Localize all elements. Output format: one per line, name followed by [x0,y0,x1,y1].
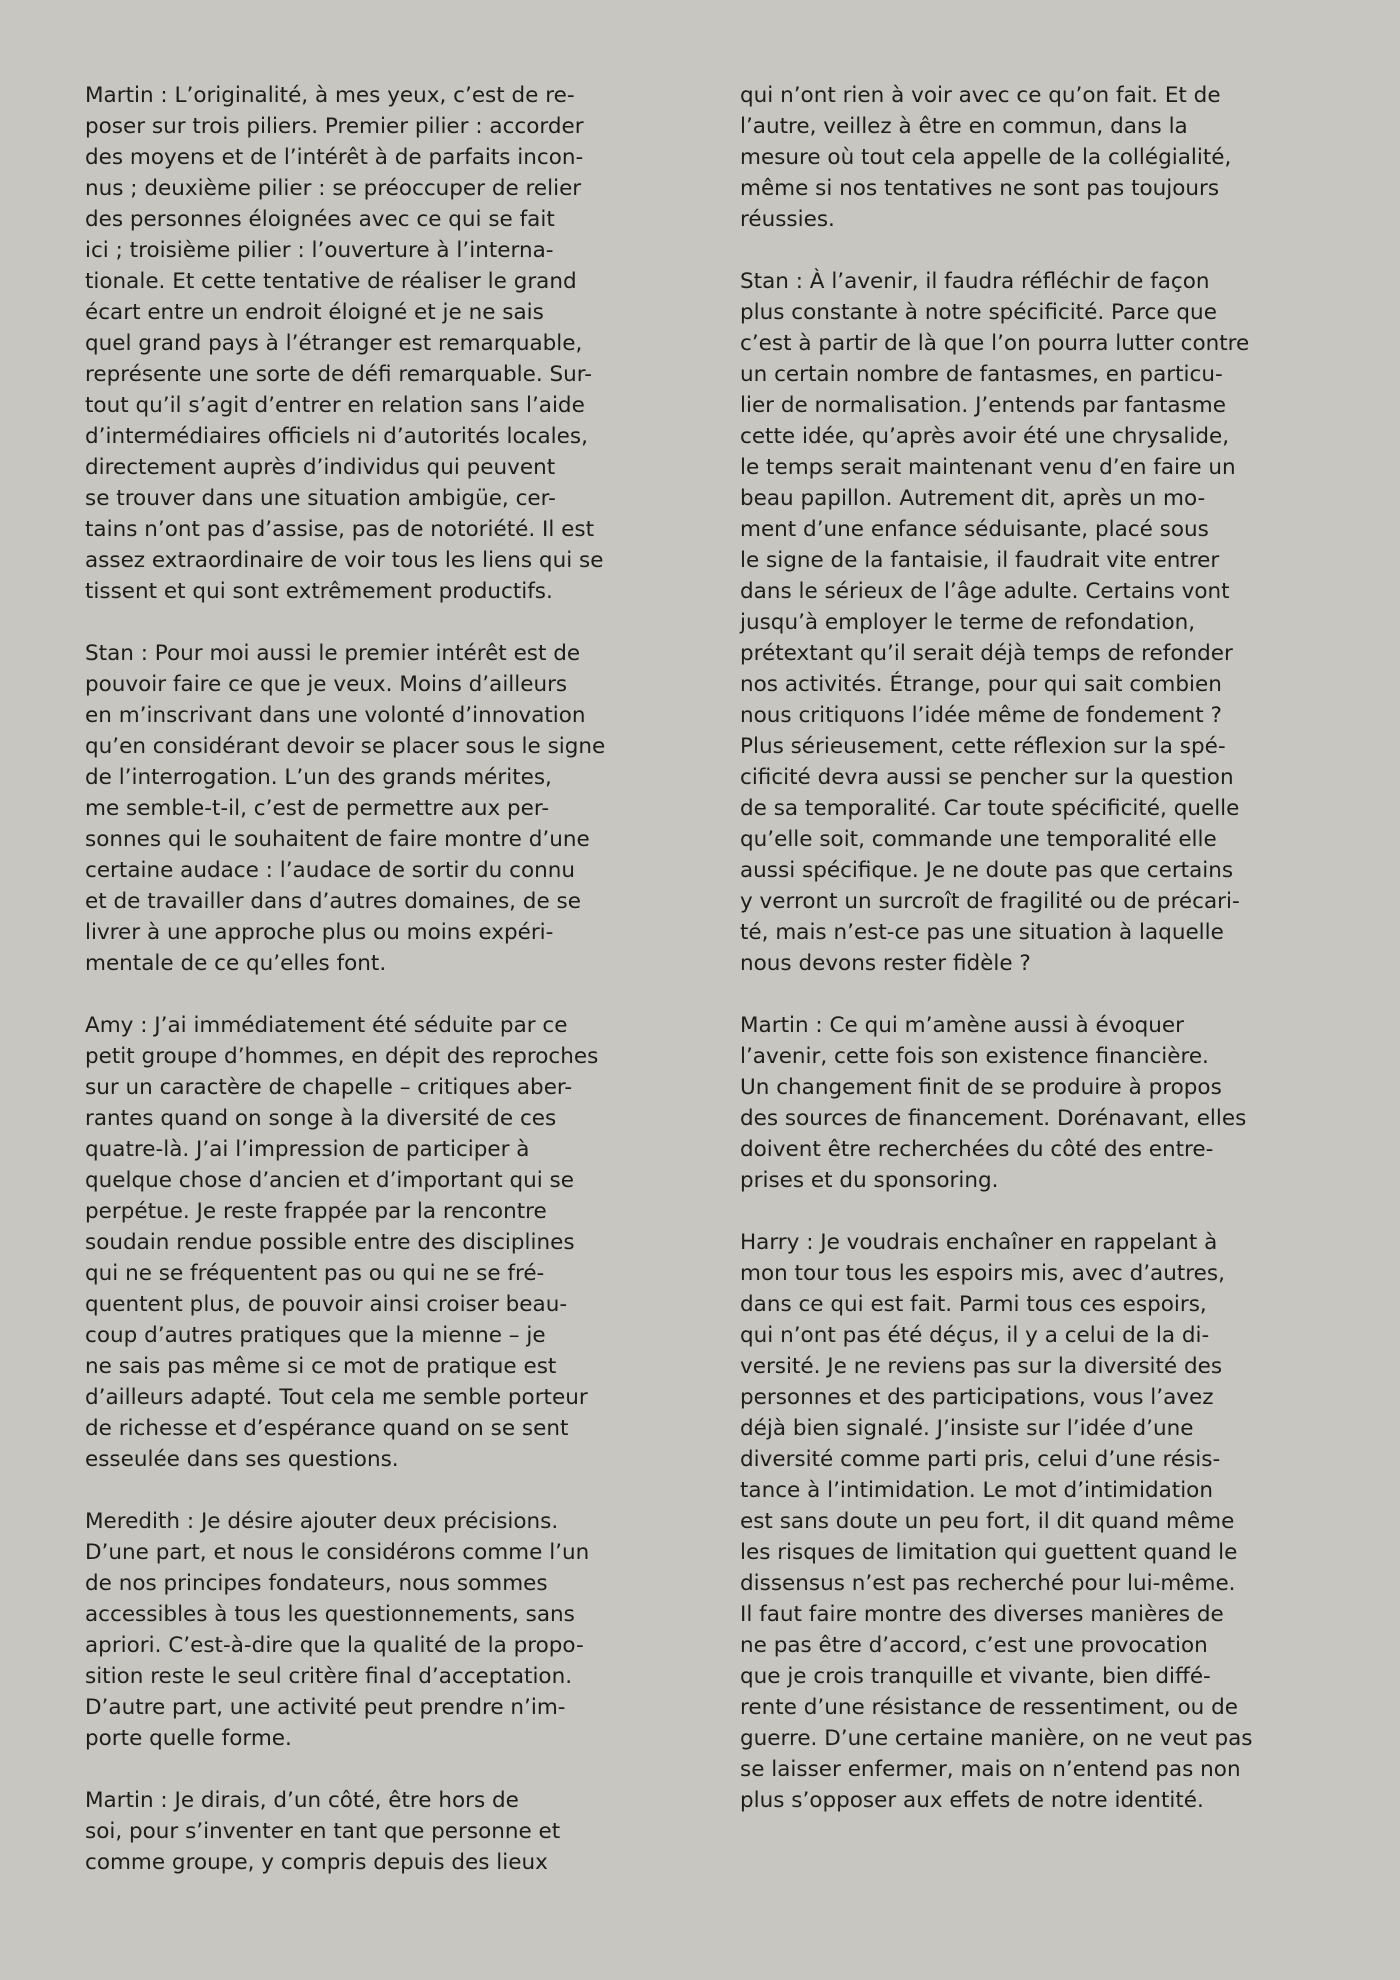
text-line: tout qu’il s’agit d’entrer en relation sans l’aide [85,393,585,418]
text-line: me semble-t-il, c’est de permettre aux per- [85,796,550,821]
text-line: nos activités. Étrange, pour qui sait combien [740,672,1222,697]
text-line: diversité comme parti pris, celui d’une résis- [740,1447,1221,1472]
text-line: comme groupe, y compris depuis des lieux [85,1850,548,1875]
text-line: coup d’autres pratiques que la mienne – je [85,1323,546,1348]
text-line: doivent être recherchées du côté des entre- [740,1137,1214,1162]
text-line: en m’inscrivant dans une volonté d’innovation [85,703,586,728]
text-line: tionale. Et cette tentative de réaliser le grand [85,269,577,294]
text-line: té, mais n’est-ce pas une situation à laquelle [740,920,1224,945]
text-line: dans ce qui est fait. Parmi tous ces espoirs, [740,1292,1207,1317]
text-line: pouvoir faire ce que je veux. Moins d’ailleurs [85,672,568,697]
text-line: certaine audace : l’audace de sortir du connu [85,858,575,883]
text-line: écart entre un endroit éloigné et je ne sais [85,300,544,325]
text-line: réussies. [740,207,835,232]
text-line: qui n’ont rien à voir avec ce qu’on fait. Et de [740,83,1221,108]
text-line: aussi spécifique. Je ne doute pas que certains [740,858,1234,883]
text-line: mesure où tout cela appelle de la collégialité, [740,145,1232,170]
text-line: esseulée dans ses questions. [85,1447,399,1472]
text-line: des moyens et de l’intérêt à de parfaits incon- [85,145,584,170]
text-line: ne pas être d’accord, c’est une provocation [740,1633,1208,1658]
text-line: de nos principes fondateurs, nous sommes [85,1571,548,1596]
text-line: quel grand pays à l’étranger est remarquable, [85,331,583,356]
text-line: Stan : Pour moi aussi le premier intérêt est de [85,641,581,666]
text-line: nous critiquons l’idée même de fondement ? [740,703,1222,728]
text-line: lier de normalisation. J’entends par fantasme [740,393,1226,418]
text-line: Harry : Je voudrais enchaîner en rappelant à [740,1230,1218,1255]
paragraph [85,80,675,607]
text-line: le temps serait maintenant venu d’en faire un [740,455,1236,480]
text-line: des personnes éloignées avec ce qui se fait [85,207,555,232]
text-line: Meredith : Je désire ajouter deux précisions. [85,1509,559,1534]
text-line: tains n’ont pas d’assise, pas de notoriété. Il est [85,517,595,542]
text-line: Martin : Je dirais, d’un côté, être hors de [85,1788,519,1813]
text-line: qui ne se fréquentent pas ou qui ne se fré- [85,1261,545,1286]
text-line: plus s’opposer aux effets de notre identité. [740,1788,1204,1813]
text-line: cificité devra aussi se pencher sur la question [740,765,1234,790]
text-line: quelque chose d’ancien et d’important qui se [85,1168,574,1193]
text-line: guerre. D’une certaine manière, on ne veut pas [740,1726,1253,1751]
text-line: perpétue. Je reste frappée par la rencontre [85,1199,547,1224]
text-line: quatre-là. J’ai l’impression de participer à [85,1137,530,1162]
text-line: un certain nombre de fantasmes, en particu- [740,362,1223,387]
text-line: c’est à partir de là que l’on pourra lutter contre [740,331,1250,356]
text-line: Plus sérieusement, cette réflexion sur la spé- [740,734,1226,759]
text-line: des sources de financement. Dorénavant, elles [740,1106,1247,1131]
text-line: mentale de ce qu’elles font. [85,951,387,976]
text-line: soudain rendue possible entre des disciplines [85,1230,575,1255]
text-line: le signe de la fantaisie, il faudrait vite entrer [740,548,1220,573]
text-line: l’avenir, cette fois son existence financière. [740,1044,1209,1069]
text-line: sonnes qui le souhaitent de faire montre d’une [85,827,590,852]
text-line: d’intermédiaires officiels ni d’autorités locales, [85,424,588,449]
text-line: assez extraordinaire de voir tous les liens qui se [85,548,604,573]
text-line: mon tour tous les espoirs mis, avec d’autres, [740,1261,1225,1286]
text-line: même si nos tentatives ne sont pas toujours [740,176,1220,201]
paragraph [85,1010,675,1475]
text-line: quentent plus, de pouvoir ainsi croiser beau- [85,1292,568,1317]
text-line: plus constante à notre spécificité. Parce que [740,300,1217,325]
text-line: les risques de limitation qui guettent quand le [740,1540,1238,1565]
text-line: rente d’une résistance de ressentiment, ou de [740,1695,1238,1720]
text-line: qui n’ont pas été déçus, il y a celui de la di- [740,1323,1210,1348]
text-line: directement auprès d’individus qui peuvent [85,455,556,480]
text-line: prétextant qu’il serait déjà temps de refonder [740,641,1233,666]
paragraph [85,1506,675,1754]
text-line: dissensus n’est pas recherché pour lui-même. [740,1571,1236,1596]
text-line: se trouver dans une situation ambigüe, cer- [85,486,556,511]
text-line: Martin : L’originalité, à mes yeux, c’est de re- [85,83,575,108]
text-line: de sa temporalité. Car toute spécificité, quelle [740,796,1240,821]
text-line: prises et du sponsoring. [740,1168,999,1193]
text-line: Martin : Ce qui m’amène aussi à évoquer [740,1013,1184,1038]
text-line: nus ; deuxième pilier : se préoccuper de relier [85,176,582,201]
text-line: Il faut faire montre des diverses manières de [740,1602,1224,1627]
text-line: tance à l’intimidation. Le mot d’intimidation [740,1478,1213,1503]
paragraph [740,266,1330,979]
paragraph [740,80,1330,235]
text-line: représente une sorte de défi remarquable. Sur- [85,362,592,387]
text-line: dans le sérieux de l’âge adulte. Certains vont [740,579,1230,604]
text-line: de l’interrogation. L’un des grands mérites, [85,765,552,790]
text-line: tissent et qui sont extrêmement productifs. [85,579,553,604]
text-line: Un changement finit de se produire à propos [740,1075,1222,1100]
paragraph [85,638,675,979]
text-line: beau papillon. Autrement dit, après un mo- [740,486,1206,511]
right-column [740,80,1330,1847]
text-line: livrer à une approche plus ou moins expéri- [85,920,554,945]
text-line: apriori. C’est-à-dire que la qualité de la propo- [85,1633,584,1658]
text-line: porte quelle forme. [85,1726,292,1751]
text-line: accessibles à tous les questionnements, sans [85,1602,575,1627]
text-line: sur un caractère de chapelle – critiques aber- [85,1075,573,1100]
text-line: que je crois tranquille et vivante, bien diffé- [740,1664,1211,1689]
text-line: sition reste le seul critère final d’acceptation. [85,1664,573,1689]
text-line: est sans doute un peu fort, il dit quand même [740,1509,1235,1534]
text-line: D’autre part, une activité peut prendre n’im- [85,1695,566,1720]
text-line: rantes quand on songe à la diversité de ces [85,1106,557,1131]
paragraph [85,1785,675,1878]
text-line: Amy : J’ai immédiatement été séduite par ce [85,1013,568,1038]
paragraph [740,1227,1330,1816]
text-line: l’autre, veillez à être en commun, dans la [740,114,1188,139]
left-column [85,80,675,1909]
text-line: d’ailleurs adapté. Tout cela me semble porteur [85,1385,588,1410]
text-line: nous devons rester fidèle ? [740,951,1031,976]
text-line: Stan : À l’avenir, il faudra réfléchir de façon [740,269,1210,294]
text-line: soi, pour s’inventer en tant que personne et [85,1819,561,1844]
text-line: et de travailler dans d’autres domaines, de se [85,889,581,914]
text-line: ici ; troisième pilier : l’ouverture à l’interna- [85,238,554,263]
text-line: cette idée, qu’après avoir été une chrysalide, [740,424,1230,449]
text-line: jusqu’à employer le terme de refondation, [740,610,1196,635]
paragraph [740,1010,1330,1196]
text-line: petit groupe d’hommes, en dépit des reproches [85,1044,599,1069]
text-line: y verront un surcroît de fragilité ou de précari- [740,889,1240,914]
text-line: poser sur trois piliers. Premier pilier : accorder [85,114,584,139]
text-line: ne sais pas même si ce mot de pratique est [85,1354,557,1379]
text-line: qu’en considérant devoir se placer sous le signe [85,734,606,759]
text-line: versité. Je ne reviens pas sur la diversité des [740,1354,1223,1379]
text-line: déjà bien signalé. J’insiste sur l’idée d’une [740,1416,1194,1441]
text-line: D’une part, et nous le considérons comme l’un [85,1540,590,1565]
text-line: de richesse et d’espérance quand on se sent [85,1416,569,1441]
text-line: se laisser enfermer, mais on n’entend pas non [740,1757,1241,1782]
text-line: ment d’une enfance séduisante, placé sous [740,517,1209,542]
text-line: personnes et des participations, vous l’avez [740,1385,1214,1410]
text-line: qu’elle soit, commande une temporalité elle [740,827,1217,852]
